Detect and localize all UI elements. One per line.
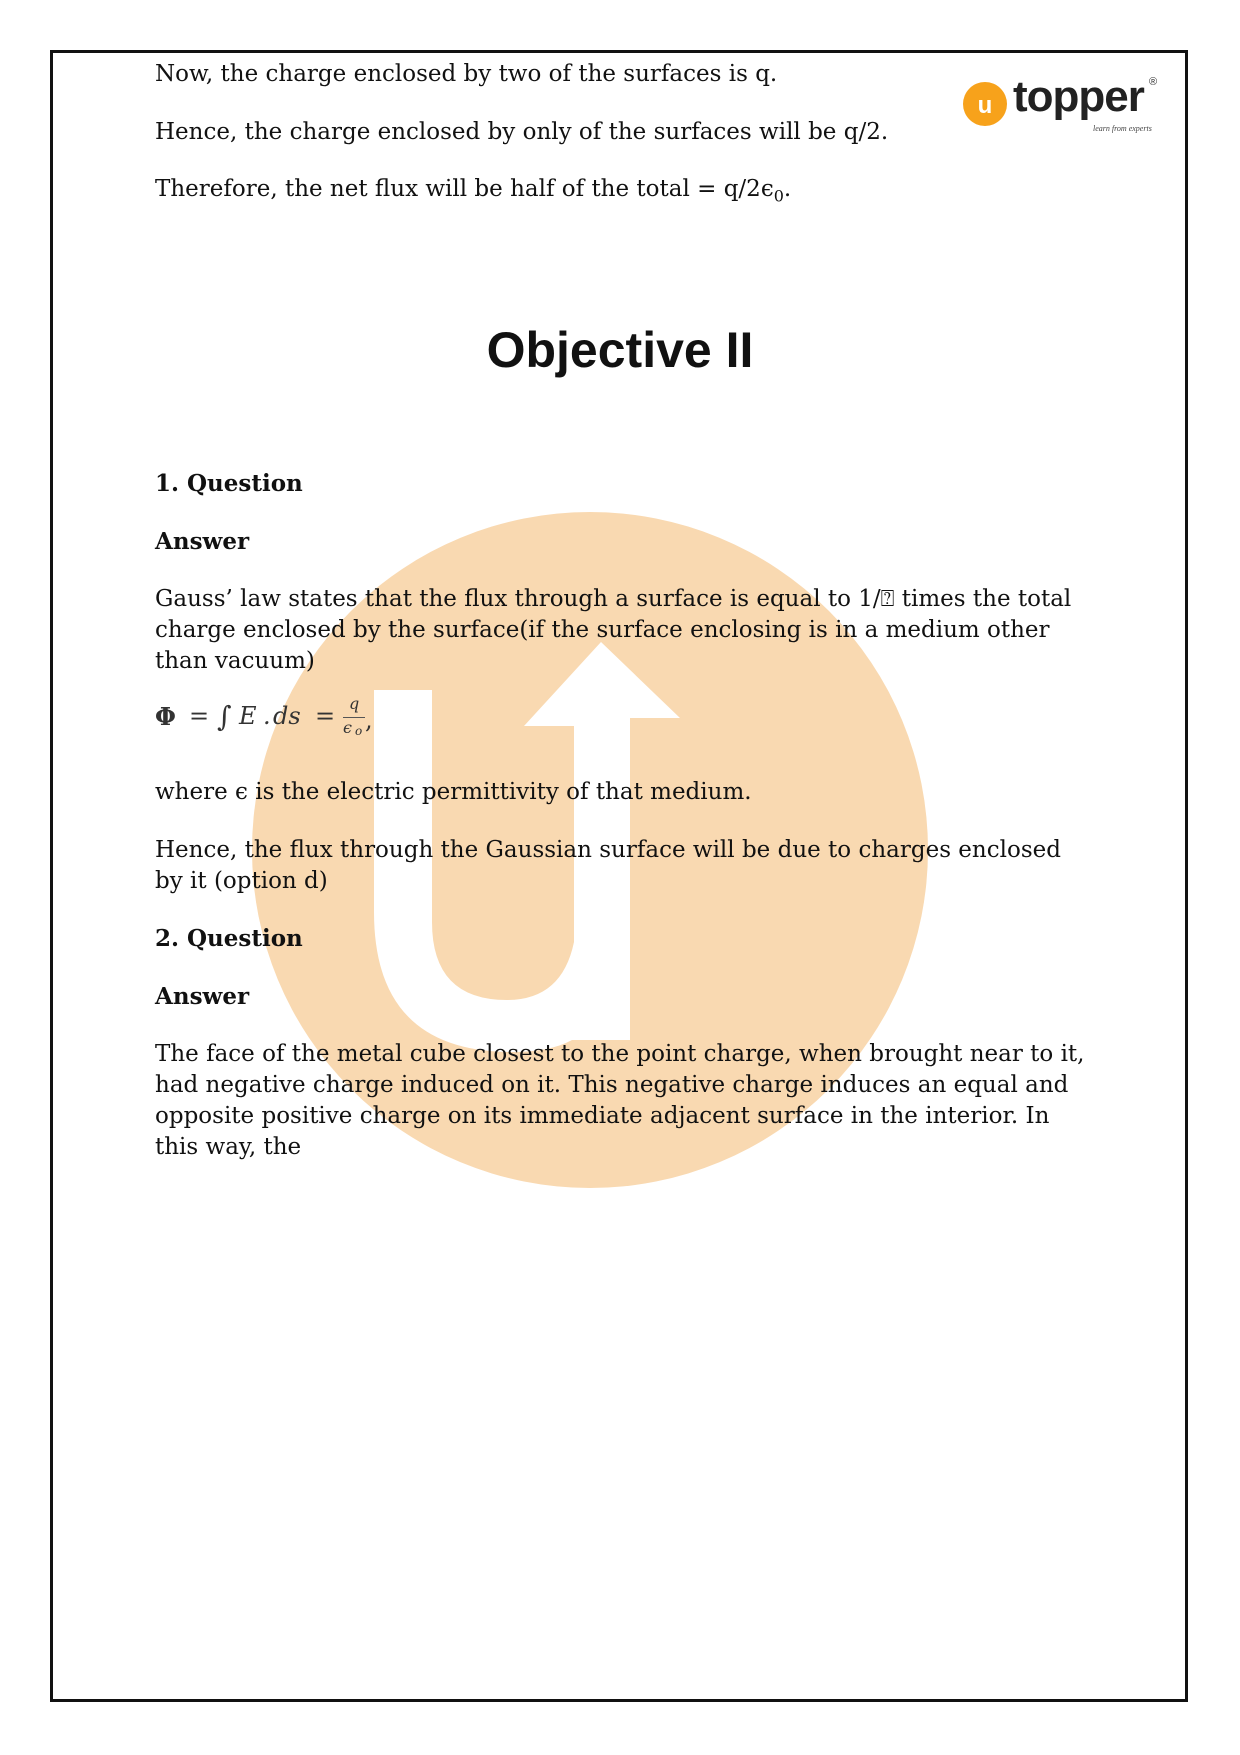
question-2-heading: 2. Question <box>155 925 303 952</box>
intro-line-3 <box>155 174 1085 212</box>
question-2-paragraph-1: The face of the metal cube closest to the point charge, when brought near to it, had negative charge induced on it. This negative charge induces an equal and opposite positive charge on its immediate adjacent surface in the interior. In this way, the <box>155 1041 1085 1160</box>
question-2-answer-label: Answer <box>155 983 250 1010</box>
eq-equals-2: = <box>315 702 336 730</box>
intro-line-3-sub: 0 <box>773 186 784 206</box>
svg-text:u: u <box>977 92 993 119</box>
eq-equals-1: = <box>189 702 210 730</box>
logo-tagline: learn from experts <box>1093 124 1152 133</box>
eq-ds: ds <box>273 702 301 730</box>
eq-dot: . <box>263 702 271 730</box>
intro-line-2: Hence, the charge enclosed by only of the surfaces will be q/2. <box>155 119 889 145</box>
eq-denominator-sub: o <box>355 724 363 738</box>
eq-numerator: q <box>349 694 360 713</box>
intro-line-3-end: . <box>783 176 792 202</box>
intro-line-3-text: Therefore, the net flux will be half of the total = q/2ϵ <box>155 176 774 202</box>
intro-line-1: Now, the charge enclosed by two of the surfaces is q. <box>155 61 778 87</box>
logo-text: topper <box>1013 72 1144 121</box>
question-1-heading: 1. Question <box>155 470 303 497</box>
eq-phi: Φ <box>155 702 176 731</box>
question-1-paragraph-1: Gauss’ law states that the flux through a surface is equal to 1/⍰ times the total charge enclosed by the surface(if the surface enclosing is in a medium other than vacuum) <box>155 586 1072 674</box>
question-1-paragraph-2: where ϵ is the electric permittivity of that medium. <box>155 779 752 805</box>
eq-integral: ∫ <box>217 700 232 733</box>
eq-denominator: ϵ <box>343 718 352 737</box>
logo-registered-mark: ® <box>1149 76 1158 88</box>
question-1-paragraph-3: Hence, the flux through the Gaussian surface will be due to charges enclosed by it (option d) <box>155 837 1061 894</box>
eq-comma: , <box>365 706 373 734</box>
section-title: Objective II <box>486 322 754 378</box>
eq-E: E <box>239 702 257 730</box>
question-1-answer-label: Answer <box>155 528 250 555</box>
